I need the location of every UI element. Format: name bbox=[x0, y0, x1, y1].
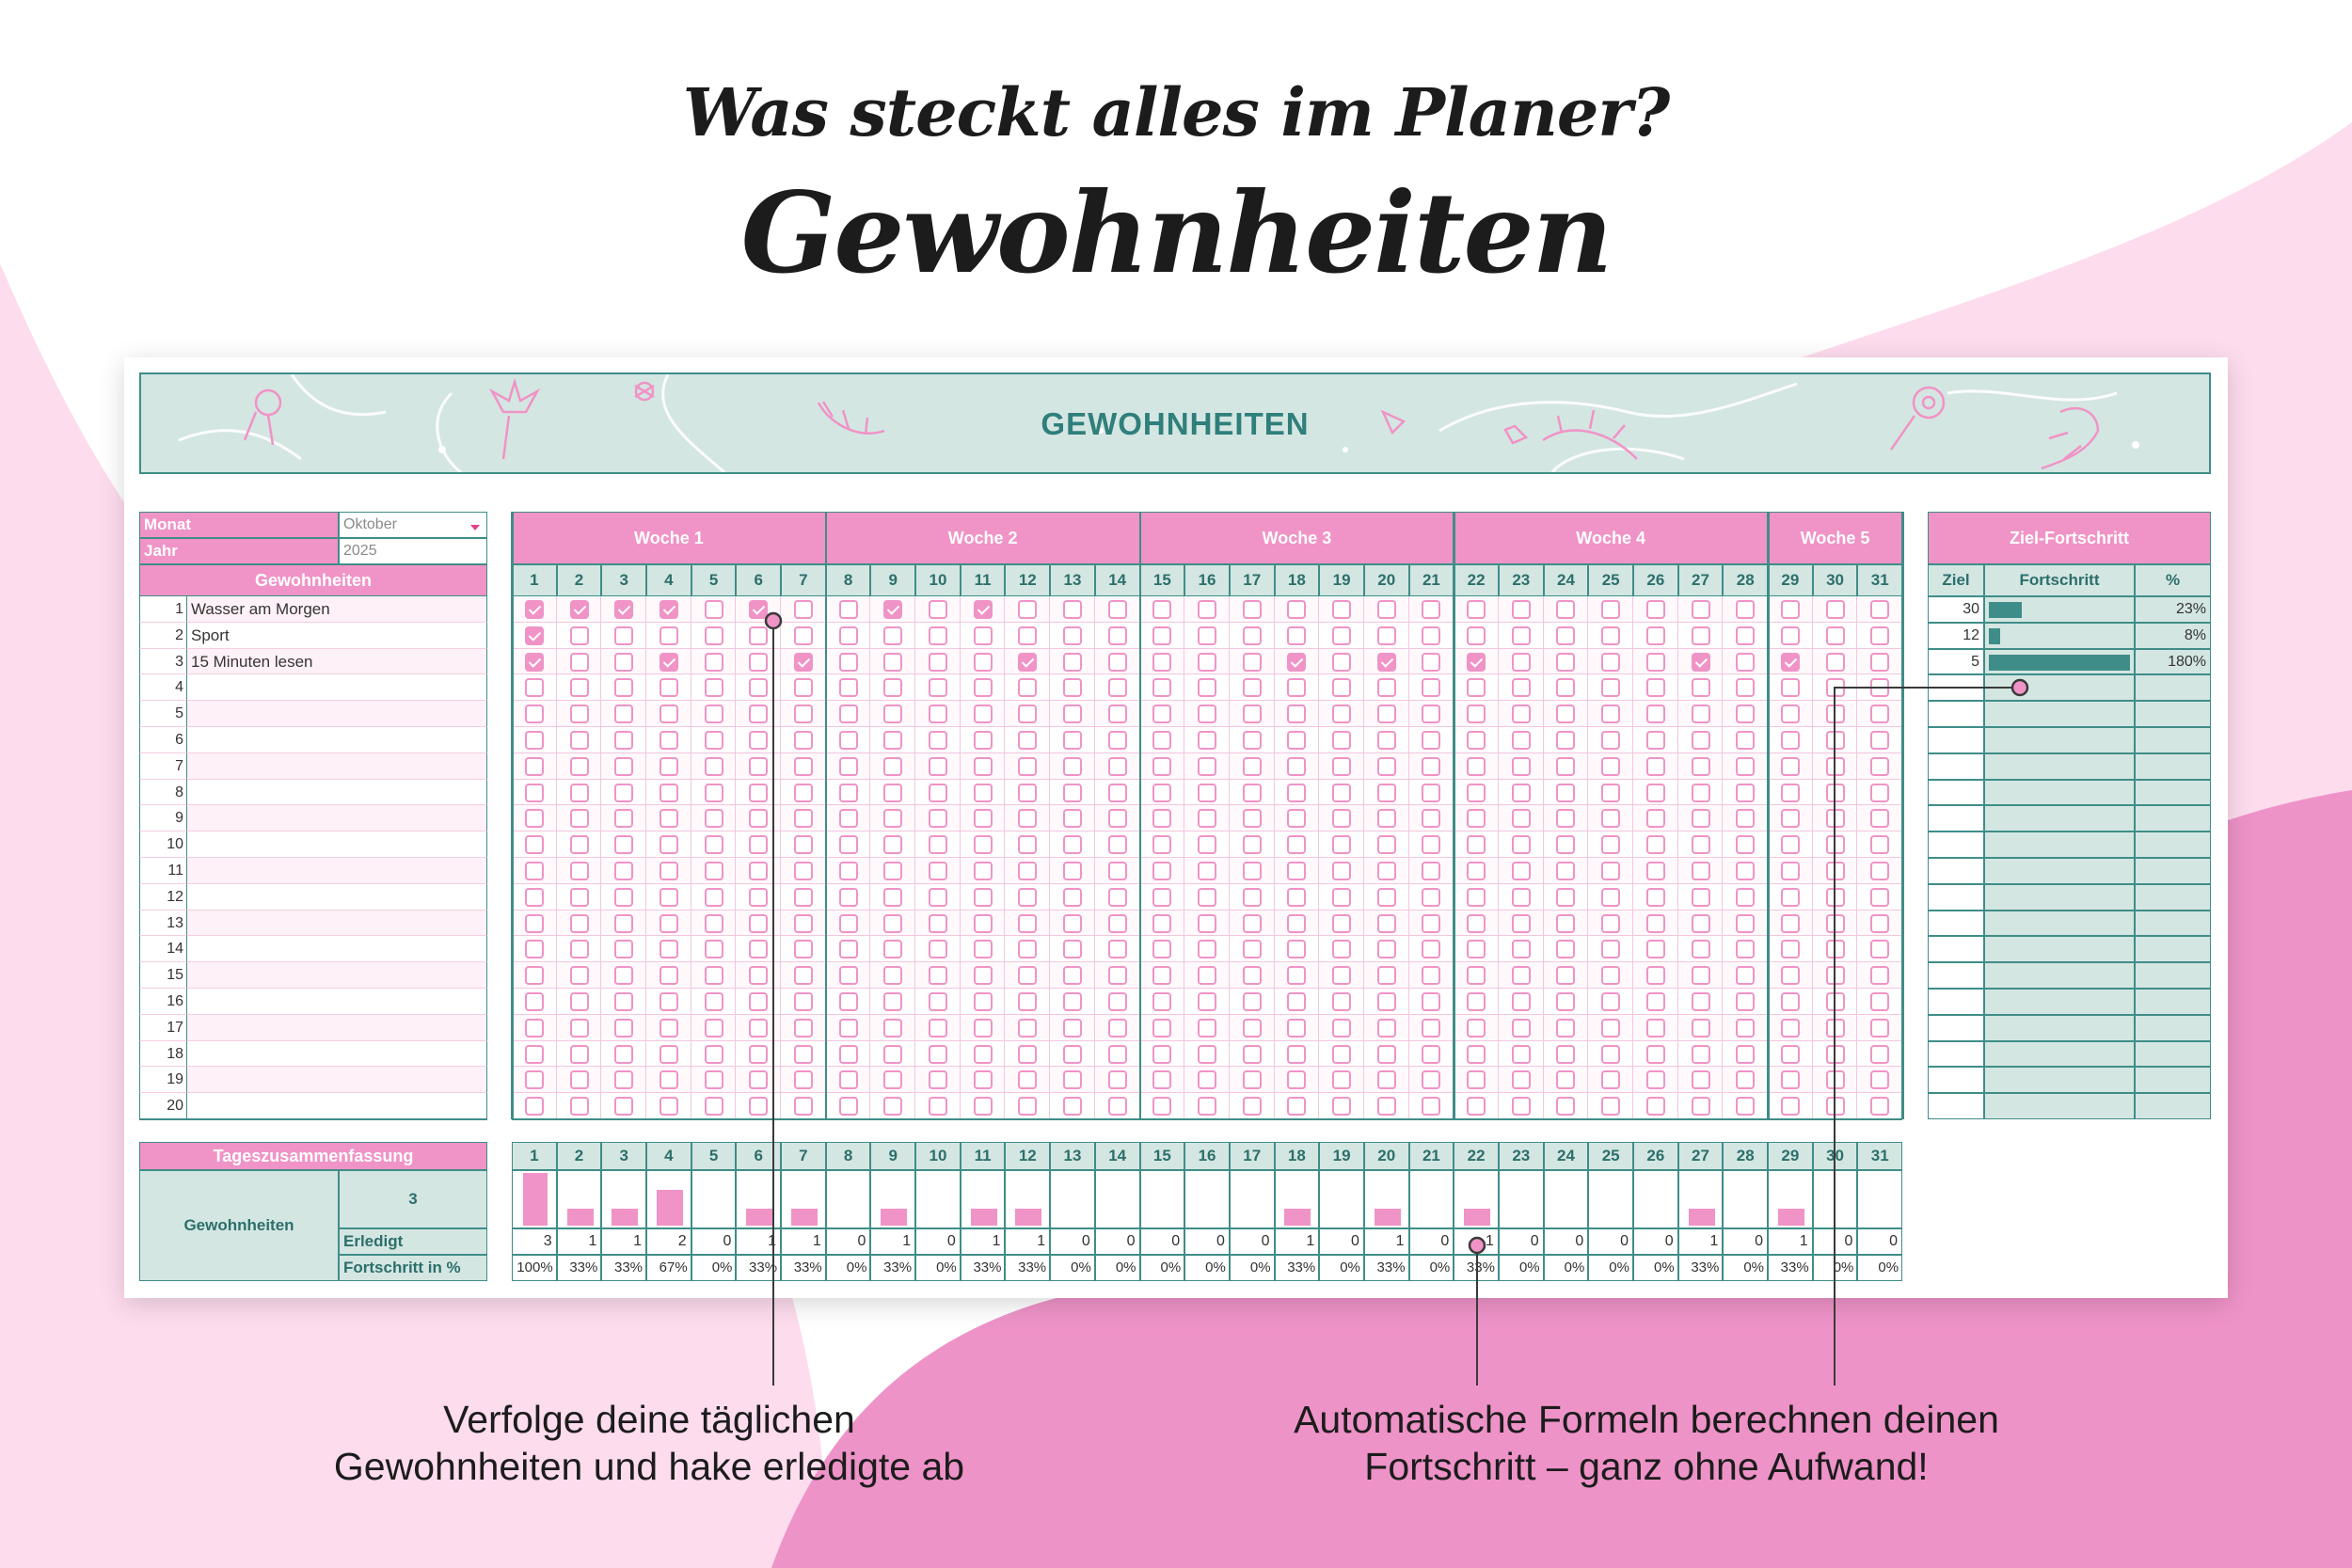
goal-column-header: Fortschritt bbox=[1984, 564, 2135, 596]
day-header: 24 bbox=[1544, 564, 1589, 596]
summary-day-header: 23 bbox=[1499, 1142, 1544, 1170]
summary-day-header: 2 bbox=[557, 1142, 602, 1170]
done-percent: 0% bbox=[1633, 1255, 1678, 1281]
week-header: Woche 5 bbox=[1768, 512, 1902, 564]
done-percent: 0% bbox=[1813, 1255, 1858, 1281]
summary-day-header: 24 bbox=[1544, 1142, 1589, 1170]
day-header: 21 bbox=[1409, 564, 1454, 596]
done-count: 0 bbox=[1857, 1228, 1902, 1255]
day-header: 6 bbox=[736, 564, 781, 596]
done-count: 1 bbox=[736, 1228, 781, 1255]
habit-name[interactable]: Sport bbox=[186, 623, 487, 649]
done-count: 1 bbox=[1768, 1228, 1813, 1255]
goal-target[interactable]: 12 bbox=[1928, 623, 1984, 649]
day-header: 2 bbox=[557, 564, 602, 596]
done-percent: 33% bbox=[601, 1255, 646, 1281]
habit-row-number: 20 bbox=[139, 1093, 186, 1119]
done-count: 0 bbox=[1588, 1228, 1633, 1255]
goal-percent: 180% bbox=[2135, 649, 2211, 675]
summary-habit-count: 3 bbox=[339, 1170, 487, 1228]
habit-row-number: 12 bbox=[139, 884, 186, 911]
goal-target[interactable]: 5 bbox=[1928, 649, 1984, 675]
habit-row-number: 18 bbox=[139, 1041, 186, 1068]
done-count: 1 bbox=[557, 1228, 602, 1255]
summary-day-header: 11 bbox=[961, 1142, 1006, 1170]
day-header: 19 bbox=[1319, 564, 1364, 596]
done-percent: 0% bbox=[1723, 1255, 1768, 1281]
done-count: 1 bbox=[961, 1228, 1006, 1255]
day-header: 20 bbox=[1364, 564, 1409, 596]
done-count: 0 bbox=[826, 1228, 871, 1255]
progress-label: Fortschritt in % bbox=[339, 1255, 487, 1281]
day-header: 12 bbox=[1005, 564, 1050, 596]
summary-day-header: 27 bbox=[1678, 1142, 1724, 1170]
summary-day-header: 28 bbox=[1723, 1142, 1768, 1170]
day-header: 3 bbox=[601, 564, 646, 596]
banner-title: GEWOHNHEITEN bbox=[1041, 406, 1310, 441]
done-count: 1 bbox=[781, 1228, 826, 1255]
done-count: 1 bbox=[1364, 1228, 1409, 1255]
caption-left-line-2: Gewohnheiten und hake erledigte ab bbox=[333, 1445, 965, 1488]
day-header: 13 bbox=[1050, 564, 1095, 596]
summary-day-header: 3 bbox=[601, 1142, 646, 1170]
done-count: 0 bbox=[691, 1228, 737, 1255]
done-label: Erledigt bbox=[339, 1228, 487, 1255]
done-count: 0 bbox=[1319, 1228, 1364, 1255]
goal-progress-header: Ziel-Fortschritt bbox=[1928, 512, 2211, 564]
week-header: Woche 2 bbox=[826, 512, 1140, 564]
day-header: 23 bbox=[1499, 564, 1544, 596]
month-select[interactable]: Oktober bbox=[339, 512, 487, 538]
summary-day-header: 6 bbox=[736, 1142, 781, 1170]
day-header: 26 bbox=[1633, 564, 1678, 596]
done-percent: 0% bbox=[1319, 1255, 1364, 1281]
summary-day-header: 12 bbox=[1005, 1142, 1050, 1170]
goal-column-header: % bbox=[2135, 564, 2211, 596]
done-percent: 33% bbox=[1364, 1255, 1409, 1281]
done-percent: 0% bbox=[1857, 1255, 1902, 1281]
day-header: 9 bbox=[870, 564, 915, 596]
year-label: Jahr bbox=[139, 538, 339, 564]
done-count: 0 bbox=[915, 1228, 961, 1255]
summary-day-header: 1 bbox=[512, 1142, 557, 1170]
done-count: 0 bbox=[1140, 1228, 1185, 1255]
summary-day-header: 29 bbox=[1768, 1142, 1813, 1170]
habit-row-number: 16 bbox=[139, 989, 186, 1015]
done-count: 3 bbox=[512, 1228, 557, 1255]
caption-left-line-1: Verfolge deine täglichen bbox=[443, 1398, 855, 1441]
week-header: Woche 1 bbox=[512, 512, 826, 564]
goal-percent: 23% bbox=[2135, 596, 2211, 623]
habit-row-number: 1 bbox=[139, 596, 186, 623]
habit-row-number: 9 bbox=[139, 805, 186, 832]
summary-day-header: 18 bbox=[1275, 1142, 1320, 1170]
summary-day-header: 8 bbox=[826, 1142, 871, 1170]
done-percent: 0% bbox=[1050, 1255, 1095, 1281]
done-count: 1 bbox=[1454, 1228, 1499, 1255]
page-title: Gewohnheiten bbox=[740, 167, 1612, 298]
goal-percent: 8% bbox=[2135, 623, 2211, 649]
habit-row-number: 13 bbox=[139, 911, 186, 937]
done-percent: 33% bbox=[1005, 1255, 1050, 1281]
summary-day-header: 19 bbox=[1319, 1142, 1364, 1170]
day-header: 22 bbox=[1454, 564, 1499, 596]
caption-left bbox=[245, 1396, 1054, 1490]
done-count: 1 bbox=[1005, 1228, 1050, 1255]
day-header: 25 bbox=[1588, 564, 1633, 596]
done-count: 1 bbox=[1678, 1228, 1724, 1255]
week-header: Woche 4 bbox=[1454, 512, 1768, 564]
done-percent: 0% bbox=[1499, 1255, 1544, 1281]
done-count: 1 bbox=[601, 1228, 646, 1255]
done-count: 0 bbox=[1544, 1228, 1589, 1255]
done-count: 2 bbox=[646, 1228, 691, 1255]
day-header: 17 bbox=[1230, 564, 1275, 596]
summary-day-header: 9 bbox=[870, 1142, 915, 1170]
summary-day-header: 5 bbox=[691, 1142, 737, 1170]
done-percent: 0% bbox=[1095, 1255, 1140, 1281]
done-percent: 0% bbox=[691, 1255, 737, 1281]
done-percent: 33% bbox=[870, 1255, 915, 1281]
summary-day-header: 15 bbox=[1140, 1142, 1185, 1170]
habits-header: Gewohnheiten bbox=[139, 564, 487, 596]
done-percent: 33% bbox=[557, 1255, 602, 1281]
done-count: 0 bbox=[1184, 1228, 1230, 1255]
summary-day-header: 31 bbox=[1857, 1142, 1902, 1170]
caption-right bbox=[1195, 1396, 2098, 1490]
day-header: 7 bbox=[781, 564, 826, 596]
week-header: Woche 3 bbox=[1140, 512, 1454, 564]
day-header: 30 bbox=[1813, 564, 1858, 596]
day-header: 18 bbox=[1275, 564, 1320, 596]
day-header: 29 bbox=[1768, 564, 1813, 596]
page-subheading: Was steckt alles im Planer? bbox=[682, 73, 1670, 151]
summary-day-header: 21 bbox=[1409, 1142, 1454, 1170]
goal-column-header: Ziel bbox=[1928, 564, 1984, 596]
day-header: 28 bbox=[1723, 564, 1768, 596]
done-percent: 0% bbox=[1409, 1255, 1454, 1281]
day-header: 16 bbox=[1184, 564, 1230, 596]
done-percent: 33% bbox=[1678, 1255, 1724, 1281]
done-count: 0 bbox=[1230, 1228, 1275, 1255]
year-input[interactable]: 2025 bbox=[339, 538, 487, 564]
done-percent: 33% bbox=[1768, 1255, 1813, 1281]
done-count: 0 bbox=[1499, 1228, 1544, 1255]
caption-right-line-1: Automatische Formeln berechnen deinen bbox=[1294, 1398, 1999, 1441]
day-header: 31 bbox=[1857, 564, 1902, 596]
done-percent: 0% bbox=[1230, 1255, 1275, 1281]
summary-day-header: 25 bbox=[1588, 1142, 1633, 1170]
done-percent: 0% bbox=[1588, 1255, 1633, 1281]
summary-day-header: 17 bbox=[1230, 1142, 1275, 1170]
done-percent: 33% bbox=[1454, 1255, 1499, 1281]
done-percent: 67% bbox=[646, 1255, 691, 1281]
done-percent: 0% bbox=[1544, 1255, 1589, 1281]
month-label: Monat bbox=[139, 512, 339, 538]
habit-row-number: 15 bbox=[139, 962, 186, 989]
summary-day-header: 14 bbox=[1095, 1142, 1140, 1170]
done-percent: 0% bbox=[915, 1255, 961, 1281]
day-header: 4 bbox=[646, 564, 691, 596]
habit-row-number: 17 bbox=[139, 1015, 186, 1041]
habit-row-number: 6 bbox=[139, 727, 186, 753]
day-header: 1 bbox=[512, 564, 557, 596]
done-percent: 33% bbox=[781, 1255, 826, 1281]
summary-day-header: 20 bbox=[1364, 1142, 1409, 1170]
done-percent: 100% bbox=[512, 1255, 557, 1281]
done-count: 0 bbox=[1813, 1228, 1858, 1255]
summary-day-header: 10 bbox=[915, 1142, 961, 1170]
summary-day-header: 7 bbox=[781, 1142, 826, 1170]
summary-habits-label: Gewohnheiten bbox=[139, 1170, 339, 1281]
habit-row-number: 5 bbox=[139, 701, 186, 727]
done-count: 1 bbox=[1275, 1228, 1320, 1255]
summary-day-header: 4 bbox=[646, 1142, 691, 1170]
day-header: 14 bbox=[1095, 564, 1140, 596]
habit-row-number: 14 bbox=[139, 936, 186, 962]
done-count: 0 bbox=[1050, 1228, 1095, 1255]
summary-day-header: 22 bbox=[1454, 1142, 1499, 1170]
day-header: 10 bbox=[915, 564, 961, 596]
done-count: 0 bbox=[1723, 1228, 1768, 1255]
habit-row-number: 7 bbox=[139, 753, 186, 780]
done-percent: 33% bbox=[736, 1255, 781, 1281]
summary-header: Tageszusammenfassung bbox=[139, 1142, 487, 1170]
done-percent: 0% bbox=[1184, 1255, 1230, 1281]
habit-row-number: 8 bbox=[139, 780, 186, 806]
summary-day-header: 26 bbox=[1633, 1142, 1678, 1170]
habit-name[interactable]: Wasser am Morgen bbox=[186, 596, 487, 623]
habit-row-number: 10 bbox=[139, 832, 186, 858]
done-count: 0 bbox=[1095, 1228, 1140, 1255]
habit-row-number: 19 bbox=[139, 1067, 186, 1093]
day-header: 5 bbox=[691, 564, 737, 596]
summary-day-header: 30 bbox=[1813, 1142, 1858, 1170]
day-header: 11 bbox=[961, 564, 1006, 596]
goal-target[interactable]: 30 bbox=[1928, 596, 1984, 623]
day-header: 8 bbox=[826, 564, 871, 596]
habit-row-number: 2 bbox=[139, 623, 186, 649]
done-count: 0 bbox=[1409, 1228, 1454, 1255]
summary-day-header: 13 bbox=[1050, 1142, 1095, 1170]
done-count: 1 bbox=[870, 1228, 915, 1255]
day-header: 27 bbox=[1678, 564, 1724, 596]
habit-row-number: 11 bbox=[139, 858, 186, 884]
habit-name[interactable]: 15 Minuten lesen bbox=[186, 649, 487, 675]
caption-right-line-2: Fortschritt – ganz ohne Aufwand! bbox=[1364, 1445, 1929, 1488]
habit-row-number: 4 bbox=[139, 674, 186, 701]
habit-row-number: 3 bbox=[139, 649, 186, 675]
done-percent: 33% bbox=[1275, 1255, 1320, 1281]
done-percent: 0% bbox=[1140, 1255, 1185, 1281]
done-count: 0 bbox=[1633, 1228, 1678, 1255]
day-header: 15 bbox=[1140, 564, 1185, 596]
done-percent: 33% bbox=[961, 1255, 1006, 1281]
done-percent: 0% bbox=[826, 1255, 871, 1281]
summary-day-header: 16 bbox=[1184, 1142, 1230, 1170]
